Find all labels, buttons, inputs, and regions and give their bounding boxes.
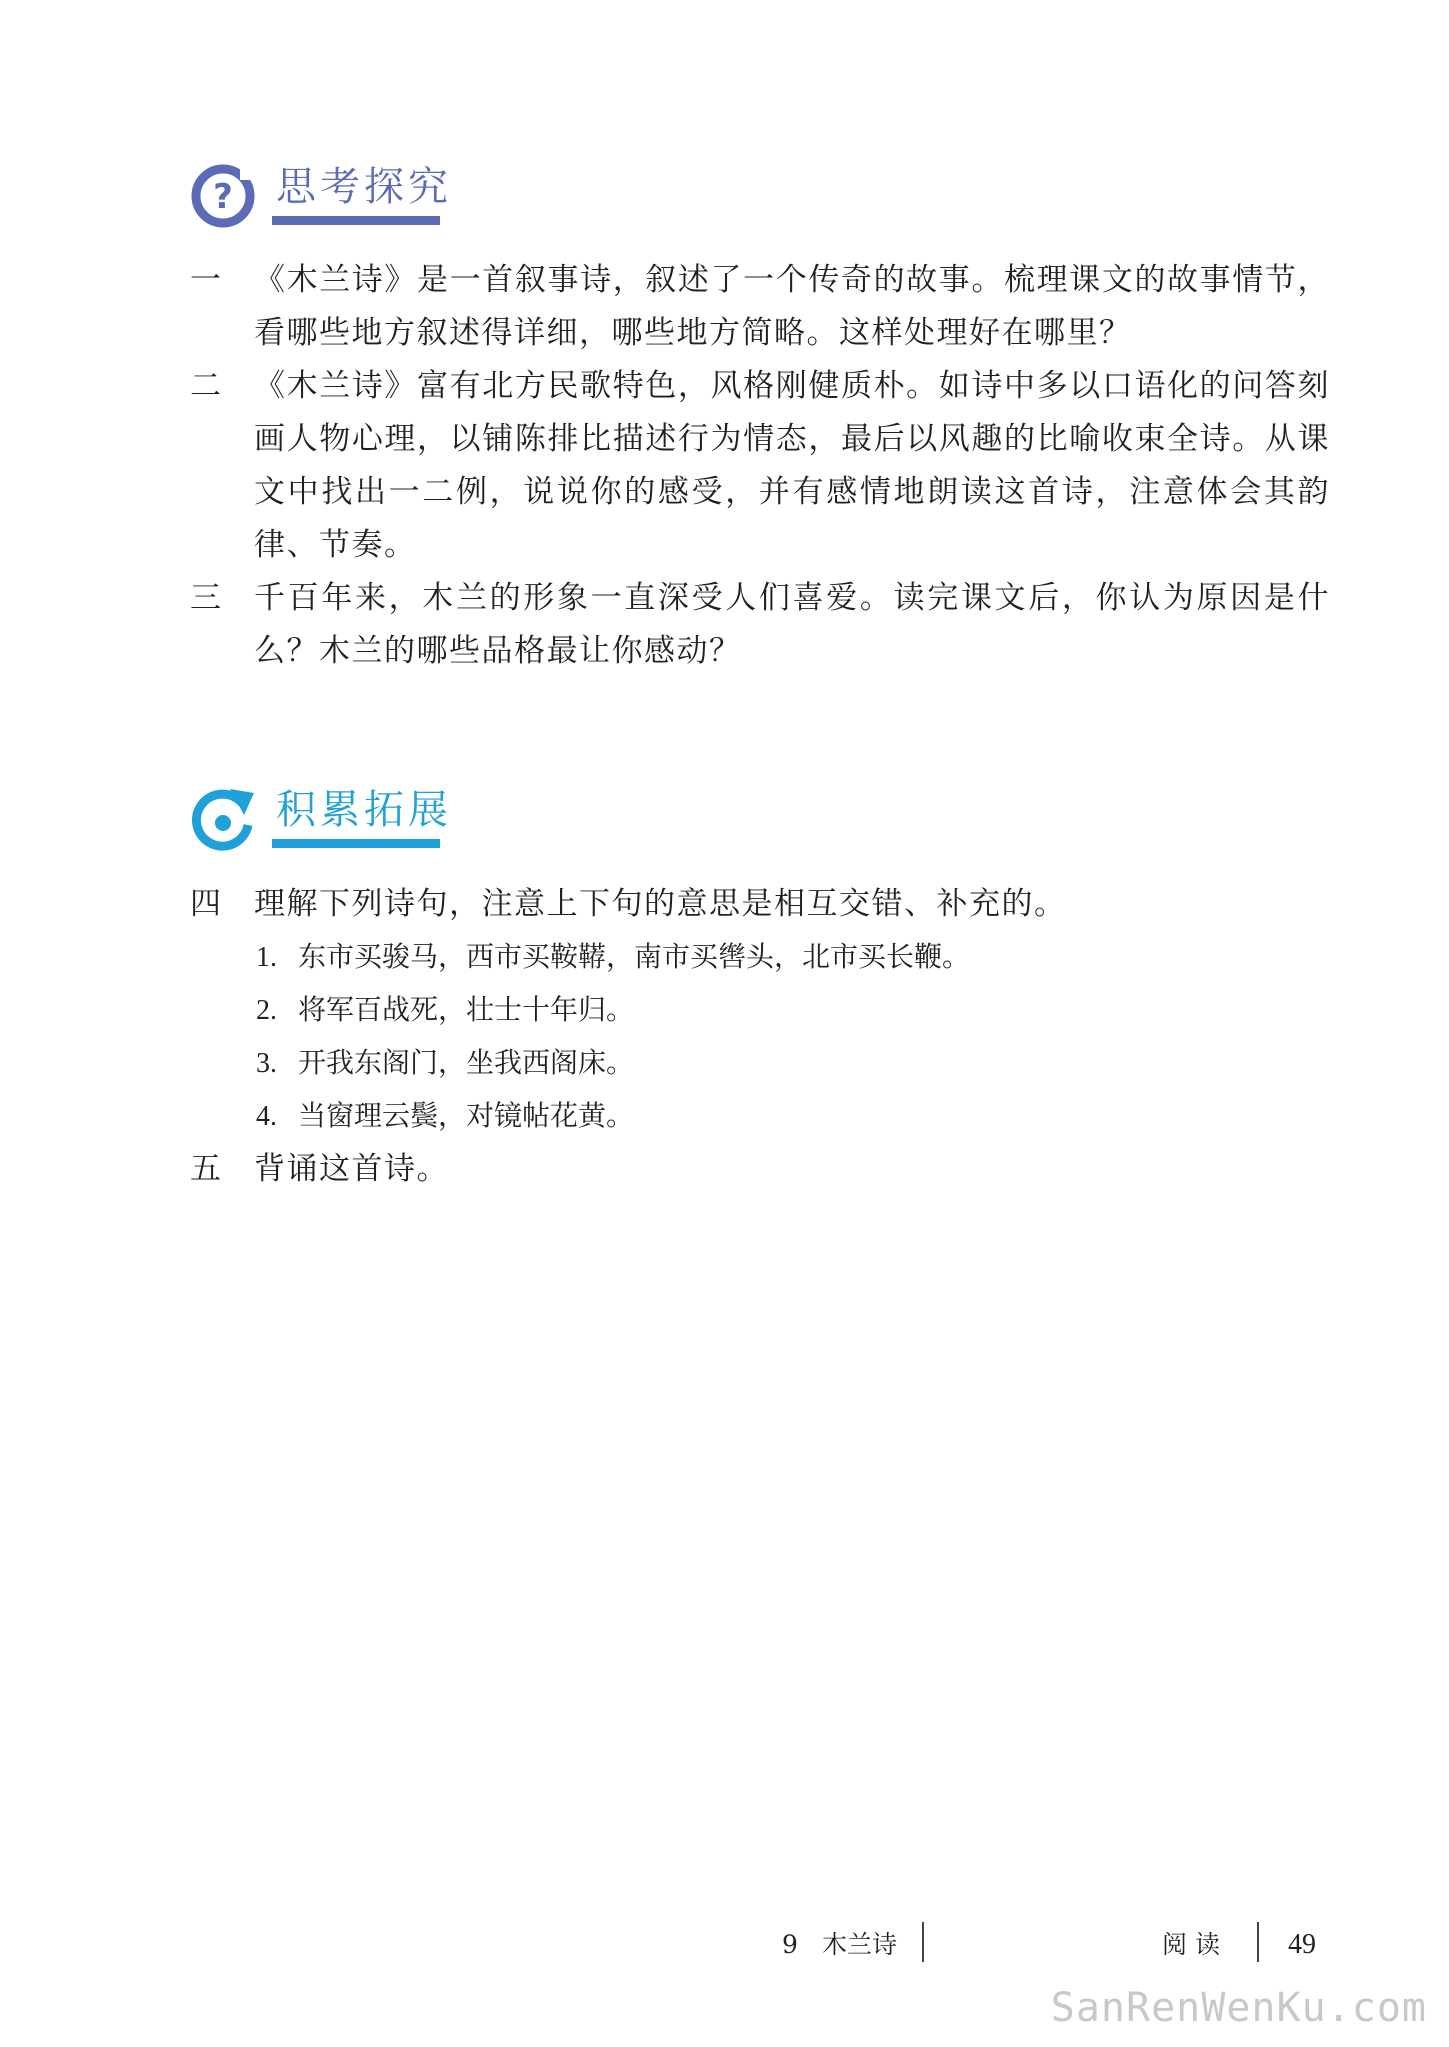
question-5 (190, 1143, 1330, 1196)
question-1 (190, 254, 1330, 360)
page-number: 49 (1288, 1929, 1316, 1960)
question-text: 千百年来，木兰的形象一直深受人们喜爱。读完课文后，你认为原因是什么？木兰的哪些品格最让你感动？ (254, 580, 1330, 669)
question-number: 二 (190, 368, 221, 404)
footer-divider (1257, 1922, 1259, 1962)
poem-line-item (256, 1037, 634, 1090)
item-text: 将军百战死，壮士十年归。 (298, 995, 635, 1026)
watermark: SanRenWenKu.com (1050, 1985, 1427, 2031)
footer-divider (922, 1922, 924, 1962)
item-text: 当窗理云鬓，对镜帖花黄。 (298, 1101, 635, 1132)
refresh-arrow-icon (190, 785, 256, 851)
title-underline (272, 216, 440, 225)
section-title: 积累拓展 (276, 787, 452, 833)
item-text: 开我东阁门，坐我西阁床。 (298, 1048, 635, 1079)
footer-lesson-title: 木兰诗 (822, 1930, 898, 1959)
footer-unit: 阅 读 (1162, 1930, 1220, 1959)
item-number: 1. (256, 942, 277, 973)
question-4 (190, 878, 1330, 931)
item-number: 2. (256, 995, 277, 1026)
question-text: 《木兰诗》是一首叙事诗，叙述了一个传奇的故事。梳理课文的故事情节，看哪些地方叙述得详细，哪些地方简略。这样处理好在哪里？ (254, 262, 1330, 351)
poem-line-item (256, 931, 970, 984)
question-3 (190, 572, 1330, 678)
item-number: 4. (256, 1101, 277, 1132)
question-number: 三 (190, 580, 221, 616)
question-text: 《木兰诗》富有北方民歌特色，风格刚健质朴。如诗中多以口语化的问答刻画人物心理，以铺陈排比描述行为情态，最后以风趣的比喻收束全诗。从课文中找出一二例，说说你的感受，并有感情地朗读这首诗，注意体会其韵律、节奏。 (254, 368, 1330, 563)
item-number: 3. (256, 1048, 277, 1079)
poem-line-item (256, 984, 634, 1037)
question-text: 背诵这首诗。 (254, 1151, 449, 1187)
question-circle-icon (190, 162, 256, 228)
question-number: 五 (190, 1151, 221, 1187)
poem-line-item (256, 1090, 634, 1143)
question-number: 四 (190, 886, 221, 922)
item-text: 东市买骏马，西市买鞍鞯，南市买辔头，北市买长鞭。 (298, 942, 971, 973)
footer-lesson-number: 9 (782, 1930, 798, 1959)
question-number: 一 (190, 262, 221, 298)
svg-text:?: ? (213, 177, 233, 217)
question-text: 理解下列诗句，注意上下句的意思是相互交错、补充的。 (254, 886, 1067, 922)
section-title: 思考探究 (276, 164, 452, 210)
question-2 (190, 360, 1330, 572)
title-underline (272, 839, 440, 848)
